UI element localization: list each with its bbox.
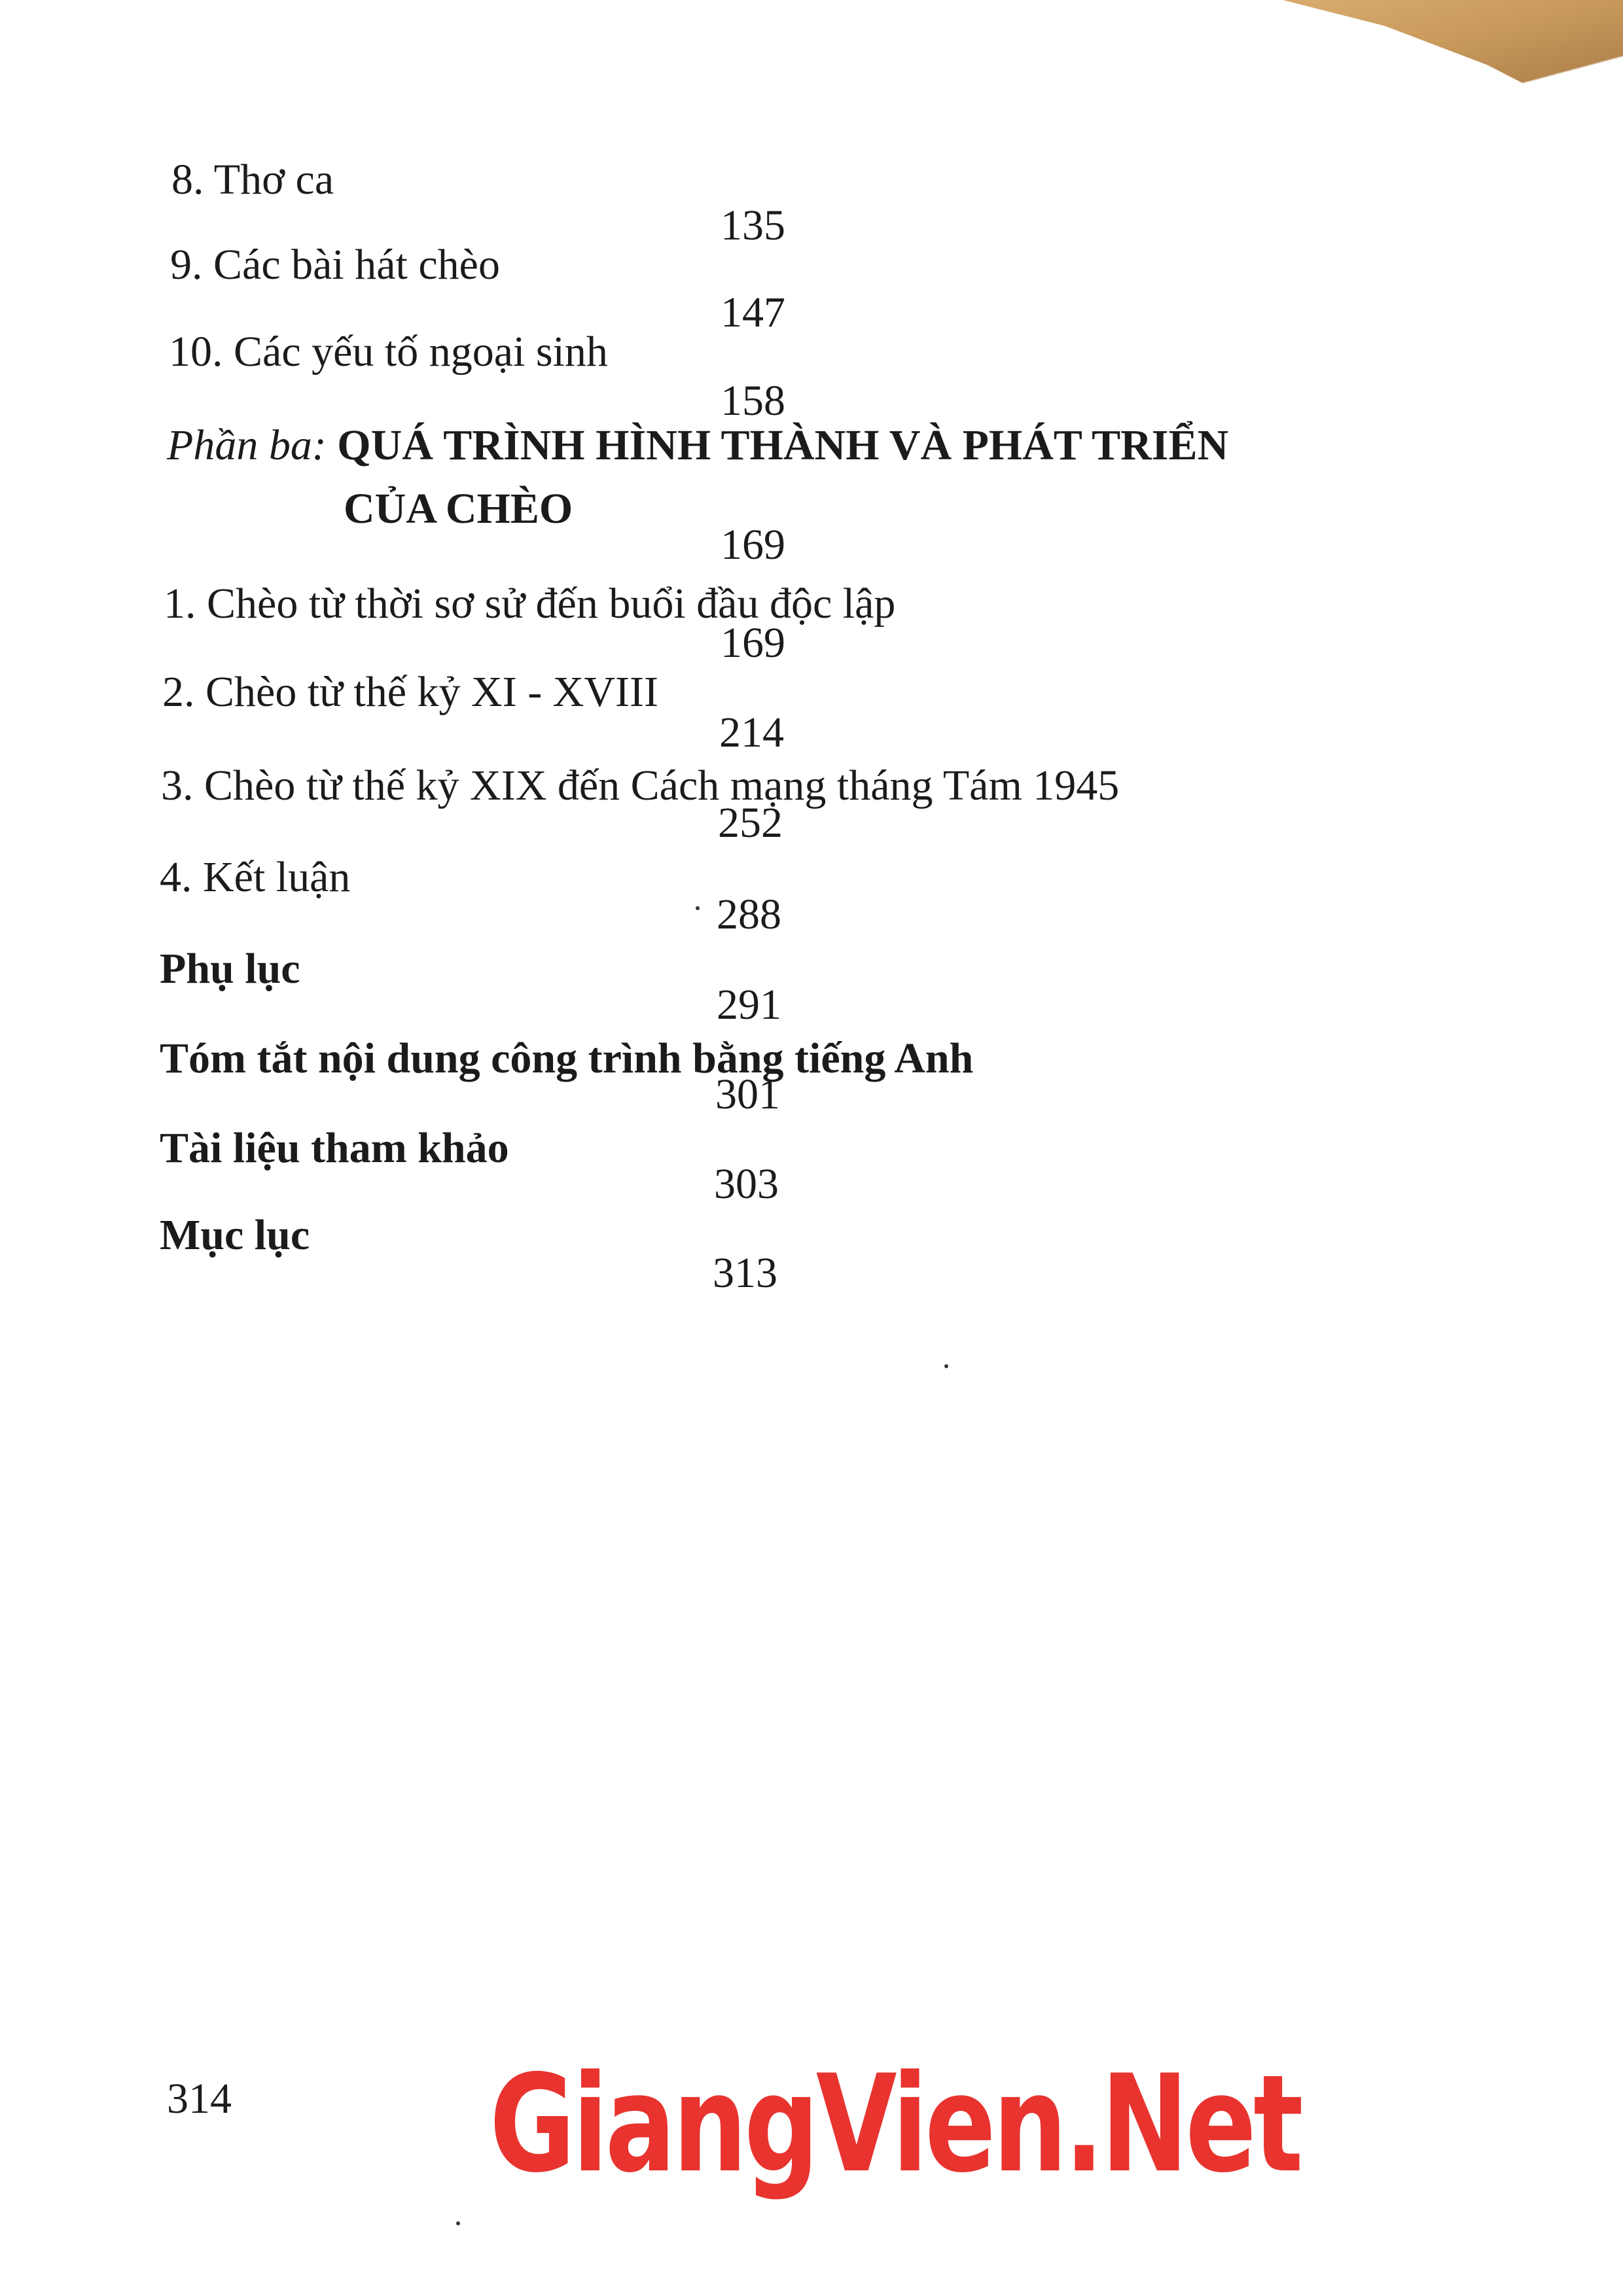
toc-backmatter-page: 301 [715,1070,780,1118]
toc-entry-label: 2. Chèo từ thế kỷ XI - XVIII [162,668,658,716]
page-speck [456,2221,460,2225]
page-speck [944,1364,948,1368]
part-label: Phần ba: [167,421,327,469]
toc-entry-label: 10. Các yếu tố ngoại sinh [169,328,608,376]
part-title-line1: QUÁ TRÌNH HÌNH THÀNH VÀ PHÁT TRIỂN [337,421,1229,469]
toc-backmatter-page: 291 [717,981,781,1029]
part-heading [167,421,1229,469]
toc-backmatter-page: 303 [714,1160,779,1208]
toc-entry-page: 135 [721,202,785,249]
page-speck [696,906,700,910]
toc-entry-label: 8. Thơ ca [171,156,334,203]
toc-entry-label: 4. Kết luận [160,853,351,901]
toc-backmatter-label: Phụ lục [160,945,300,993]
toc-entry-page: 147 [721,289,785,336]
toc-entry-page: 252 [718,799,783,847]
toc-entry-page: 214 [719,709,784,756]
page-corner-shadow [1283,0,1623,118]
toc-backmatter-label: Tóm tắt nội dung công trình bằng tiếng Anh [160,1034,974,1082]
toc-entry-label: 9. Các bài hát chèo [170,241,500,289]
toc-backmatter-label: Tài liệu tham khảo [160,1124,509,1172]
part-page: 169 [721,521,785,569]
toc-backmatter-page: 313 [713,1249,777,1297]
toc-entry-label: 1. Chèo từ thời sơ sử đến buổi đầu độc lập [164,580,896,627]
toc-backmatter-label: Mục lục [160,1211,310,1259]
page-number: 314 [167,2075,232,2123]
toc-entry-page: 169 [721,619,785,667]
toc-entry-page: 158 [721,377,785,425]
toc-entry-page: 288 [717,891,781,938]
toc-entry-label: 3. Chèo từ thế kỷ XIX đến Cách mạng tháng Tám 1945 [161,762,1120,809]
part-title-line2: CỦA CHÈO [344,485,573,533]
watermark-logo: GiangVien.Net [490,2047,1300,2202]
